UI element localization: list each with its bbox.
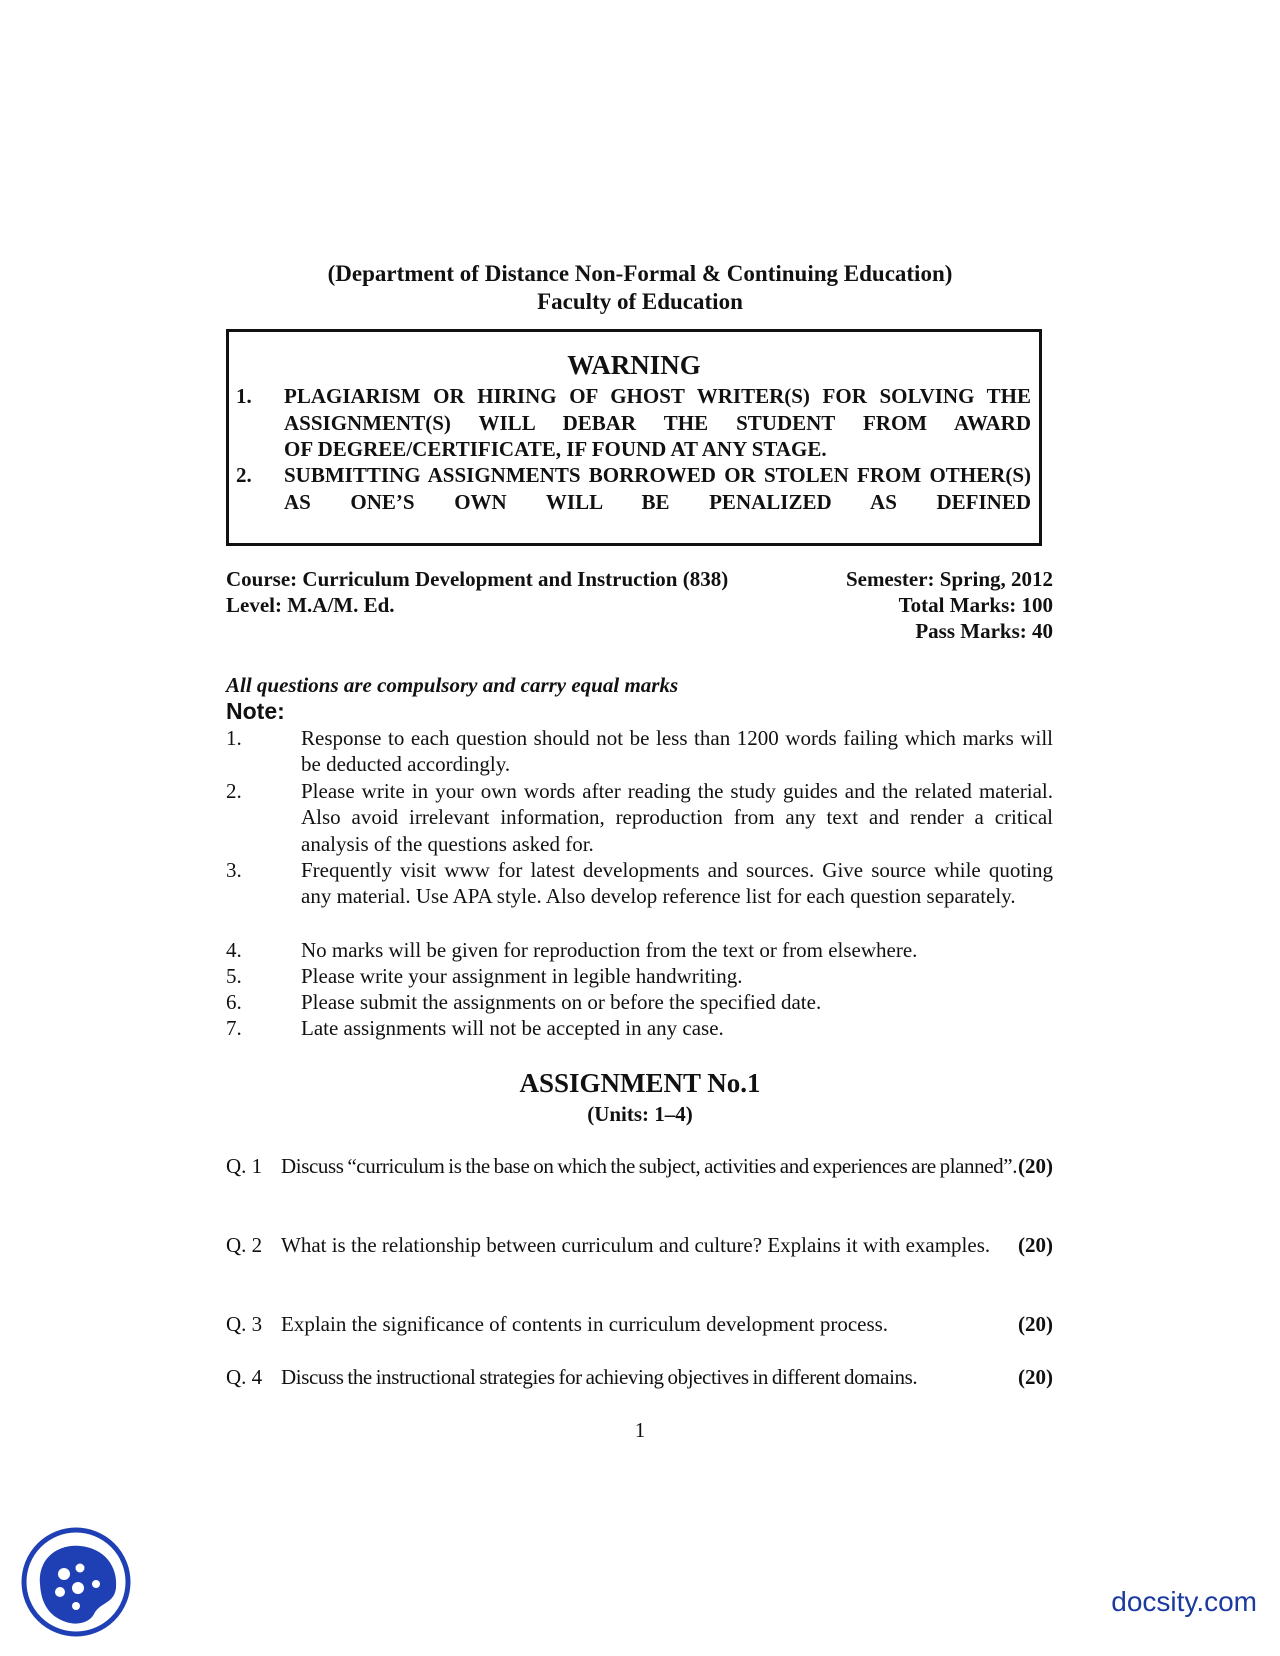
warning-item-text: SUBMITTING ASSIGNMENTS BORROWED OR STOLEN FROM OTHER(S) AS ONE’S OWN WILL BE PENALIZED AS DEFINED bbox=[284, 463, 1031, 514]
warning-item-number: 2. bbox=[236, 463, 252, 487]
note-number: 5. bbox=[226, 964, 242, 988]
warning-item-text: PLAGIARISM OR HIRING OF GHOST WRITER(S) FOR SOLVING THE ASSIGNMENT(S) WILL DEBAR THE STUDENT FROM AWARD bbox=[284, 384, 1031, 435]
total-marks: Total Marks: 100 bbox=[898, 593, 1053, 617]
note-heading: Note: bbox=[226, 698, 285, 724]
note-item bbox=[226, 725, 1053, 778]
note-number: 7. bbox=[226, 1016, 242, 1040]
question-marks: (20) bbox=[1018, 1154, 1053, 1178]
note-number: 1. bbox=[226, 726, 242, 750]
page-number: 1 bbox=[634, 1418, 646, 1442]
question bbox=[226, 1364, 1053, 1391]
course-level: Level: M.A/M. Ed. bbox=[226, 593, 395, 617]
question-text: What is the relationship between curriculum and culture? Explains it with examples. bbox=[281, 1233, 991, 1257]
question-marks: (20) bbox=[1018, 1365, 1053, 1389]
assignment-title: ASSIGNMENT No.1 bbox=[519, 1068, 761, 1098]
note-item bbox=[226, 963, 1053, 989]
semester: Semester: Spring, 2012 bbox=[845, 567, 1053, 591]
warning-item-number: 1. bbox=[236, 384, 252, 408]
question-text: Discuss the instructional strategies for achieving objectives in different domains. bbox=[281, 1365, 918, 1389]
question bbox=[226, 1232, 1053, 1259]
note-text: No marks will be given for reproduction from the text or from elsewhere. bbox=[301, 938, 918, 962]
note-text: Please write your assignment in legible handwriting. bbox=[301, 964, 743, 988]
note-number: 6. bbox=[226, 990, 242, 1014]
warning-item-text-end: OF DEGREE/CERTIFICATE, IF FOUND AT ANY STAGE. bbox=[284, 437, 827, 461]
question bbox=[226, 1153, 1053, 1180]
docsity-logo-icon bbox=[20, 1526, 132, 1638]
warning-item bbox=[236, 462, 1031, 515]
note-item bbox=[226, 989, 1053, 1015]
question-marks: (20) bbox=[1018, 1233, 1053, 1257]
note-number: 2. bbox=[226, 779, 242, 803]
question-number: Q. 4 bbox=[226, 1365, 263, 1389]
note-item bbox=[226, 937, 1053, 963]
assignment-units: (Units: 1–4) bbox=[587, 1102, 693, 1126]
note-text: Please write in your own words after reading the study guides and the related material. Also avoid irrelevant information, reproduction from any text and render a critical analysis of the questions asked for. bbox=[301, 779, 1053, 856]
note-number: 3. bbox=[226, 858, 242, 882]
note-text: Response to each question should not be less than 1200 words failing which marks will be deducted accordingly. bbox=[301, 726, 1053, 777]
warning-box bbox=[226, 329, 1042, 546]
brand-watermark: docsity.com bbox=[1111, 1586, 1257, 1617]
question bbox=[226, 1311, 1053, 1338]
note-text: Frequently visit www for latest developments and sources. Give source while quoting any material. Use APA style. Also develop reference list for each question separately. bbox=[301, 858, 1053, 909]
warning-item bbox=[236, 383, 1031, 463]
faculty-heading: Faculty of Education bbox=[537, 289, 743, 314]
question-number: Q. 2 bbox=[226, 1233, 263, 1257]
compulsory-statement: All questions are compulsory and carry equal marks bbox=[226, 673, 679, 697]
question-number: Q. 1 bbox=[226, 1154, 263, 1178]
pass-marks: Pass Marks: 40 bbox=[915, 619, 1053, 643]
question-marks: (20) bbox=[1018, 1312, 1053, 1336]
course-name: Course: Curriculum Development and Instruction (838) bbox=[226, 567, 729, 591]
note-item bbox=[226, 778, 1053, 857]
question-text: Explain the significance of contents in curriculum development process. bbox=[281, 1312, 889, 1336]
note-text: Please submit the assignments on or before the specified date. bbox=[301, 990, 822, 1014]
note-number: 4. bbox=[226, 938, 242, 962]
note-item bbox=[226, 1015, 1053, 1041]
note-text: Late assignments will not be accepted in any case. bbox=[301, 1016, 724, 1040]
department-heading: (Department of Distance Non-Formal & Continuing Education) bbox=[327, 261, 953, 286]
note-item bbox=[226, 857, 1053, 910]
warning-title: WARNING bbox=[567, 350, 701, 380]
question-number: Q. 3 bbox=[226, 1312, 263, 1336]
question-text: Discuss “curriculum is the base on which the subject, activities and experiences are planned”. bbox=[281, 1154, 1018, 1178]
